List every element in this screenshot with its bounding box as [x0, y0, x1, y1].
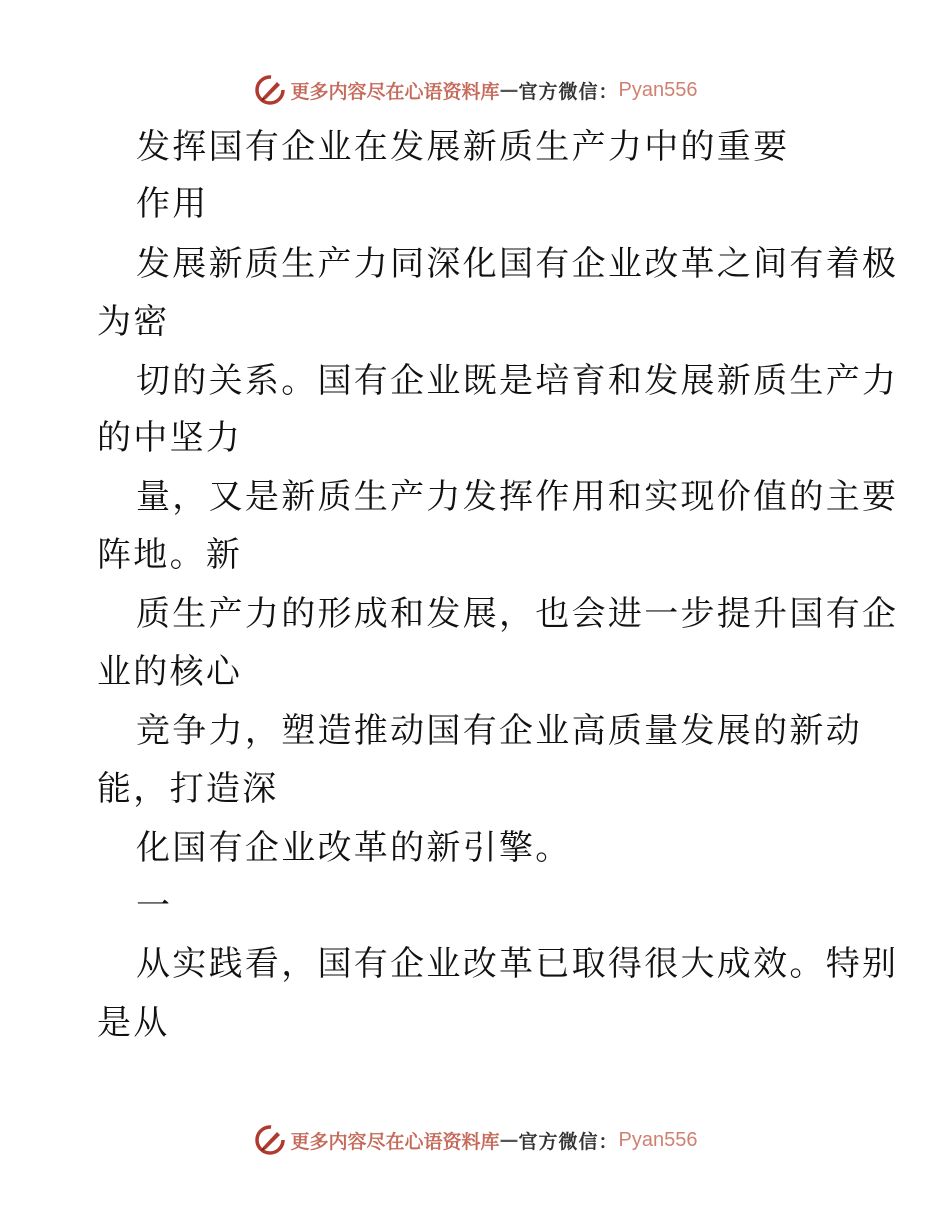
document-title-line-2: 作用 — [136, 184, 209, 224]
paragraph-line: 量，又是新质生产力发挥作用和实现价值的主要 — [136, 477, 899, 517]
paragraph-line: 发展新质生产力同深化国有企业改革之间有着极 — [136, 244, 899, 284]
pen-circle-icon — [253, 73, 287, 107]
paragraph-line: 切的关系。国有企业既是培育和发展新质生产力 — [136, 361, 899, 401]
paragraph-line: 竞争力，塑造推动国有企业高质量发展的新动 — [136, 711, 862, 751]
paragraph-line: 是从 — [97, 1003, 170, 1043]
footer-watermark — [0, 1120, 950, 1160]
header-watermark — [0, 70, 950, 110]
paragraph-line: 阵地。新 — [97, 535, 243, 575]
paragraph-line: 从实践看，国有企业改革已取得很大成效。特别 — [136, 944, 899, 984]
watermark-wechat-id: Pyan556 — [618, 1128, 698, 1151]
paragraph-line: 质生产力的形成和发展，也会进一步提升国有企 — [136, 594, 899, 634]
watermark-dash: — — [499, 79, 519, 101]
watermark-wechat-id: Pyan556 — [618, 78, 698, 101]
paragraph-line: 为密 — [97, 302, 170, 342]
watermark-text: 更多内容尽在心语资料库 — [290, 1130, 500, 1153]
watermark-contact-label: 官方微信： — [518, 80, 619, 103]
paragraph-line: 化国有企业改革的新引擎。 — [136, 828, 572, 868]
paragraph-line: 业的核心 — [97, 652, 243, 692]
watermark-text: 更多内容尽在心语资料库 — [290, 80, 500, 103]
paragraph-line: 能，打造深 — [97, 769, 279, 809]
pen-circle-icon — [253, 1123, 287, 1157]
paragraph-line: 的中坚力 — [97, 418, 243, 458]
watermark-dash: — — [499, 1129, 519, 1151]
paragraph-line: 一 — [136, 886, 173, 926]
document-title-line-1: 发挥国有企业在发展新质生产力中的重要 — [136, 127, 790, 167]
watermark-contact-label: 官方微信： — [518, 1130, 619, 1153]
